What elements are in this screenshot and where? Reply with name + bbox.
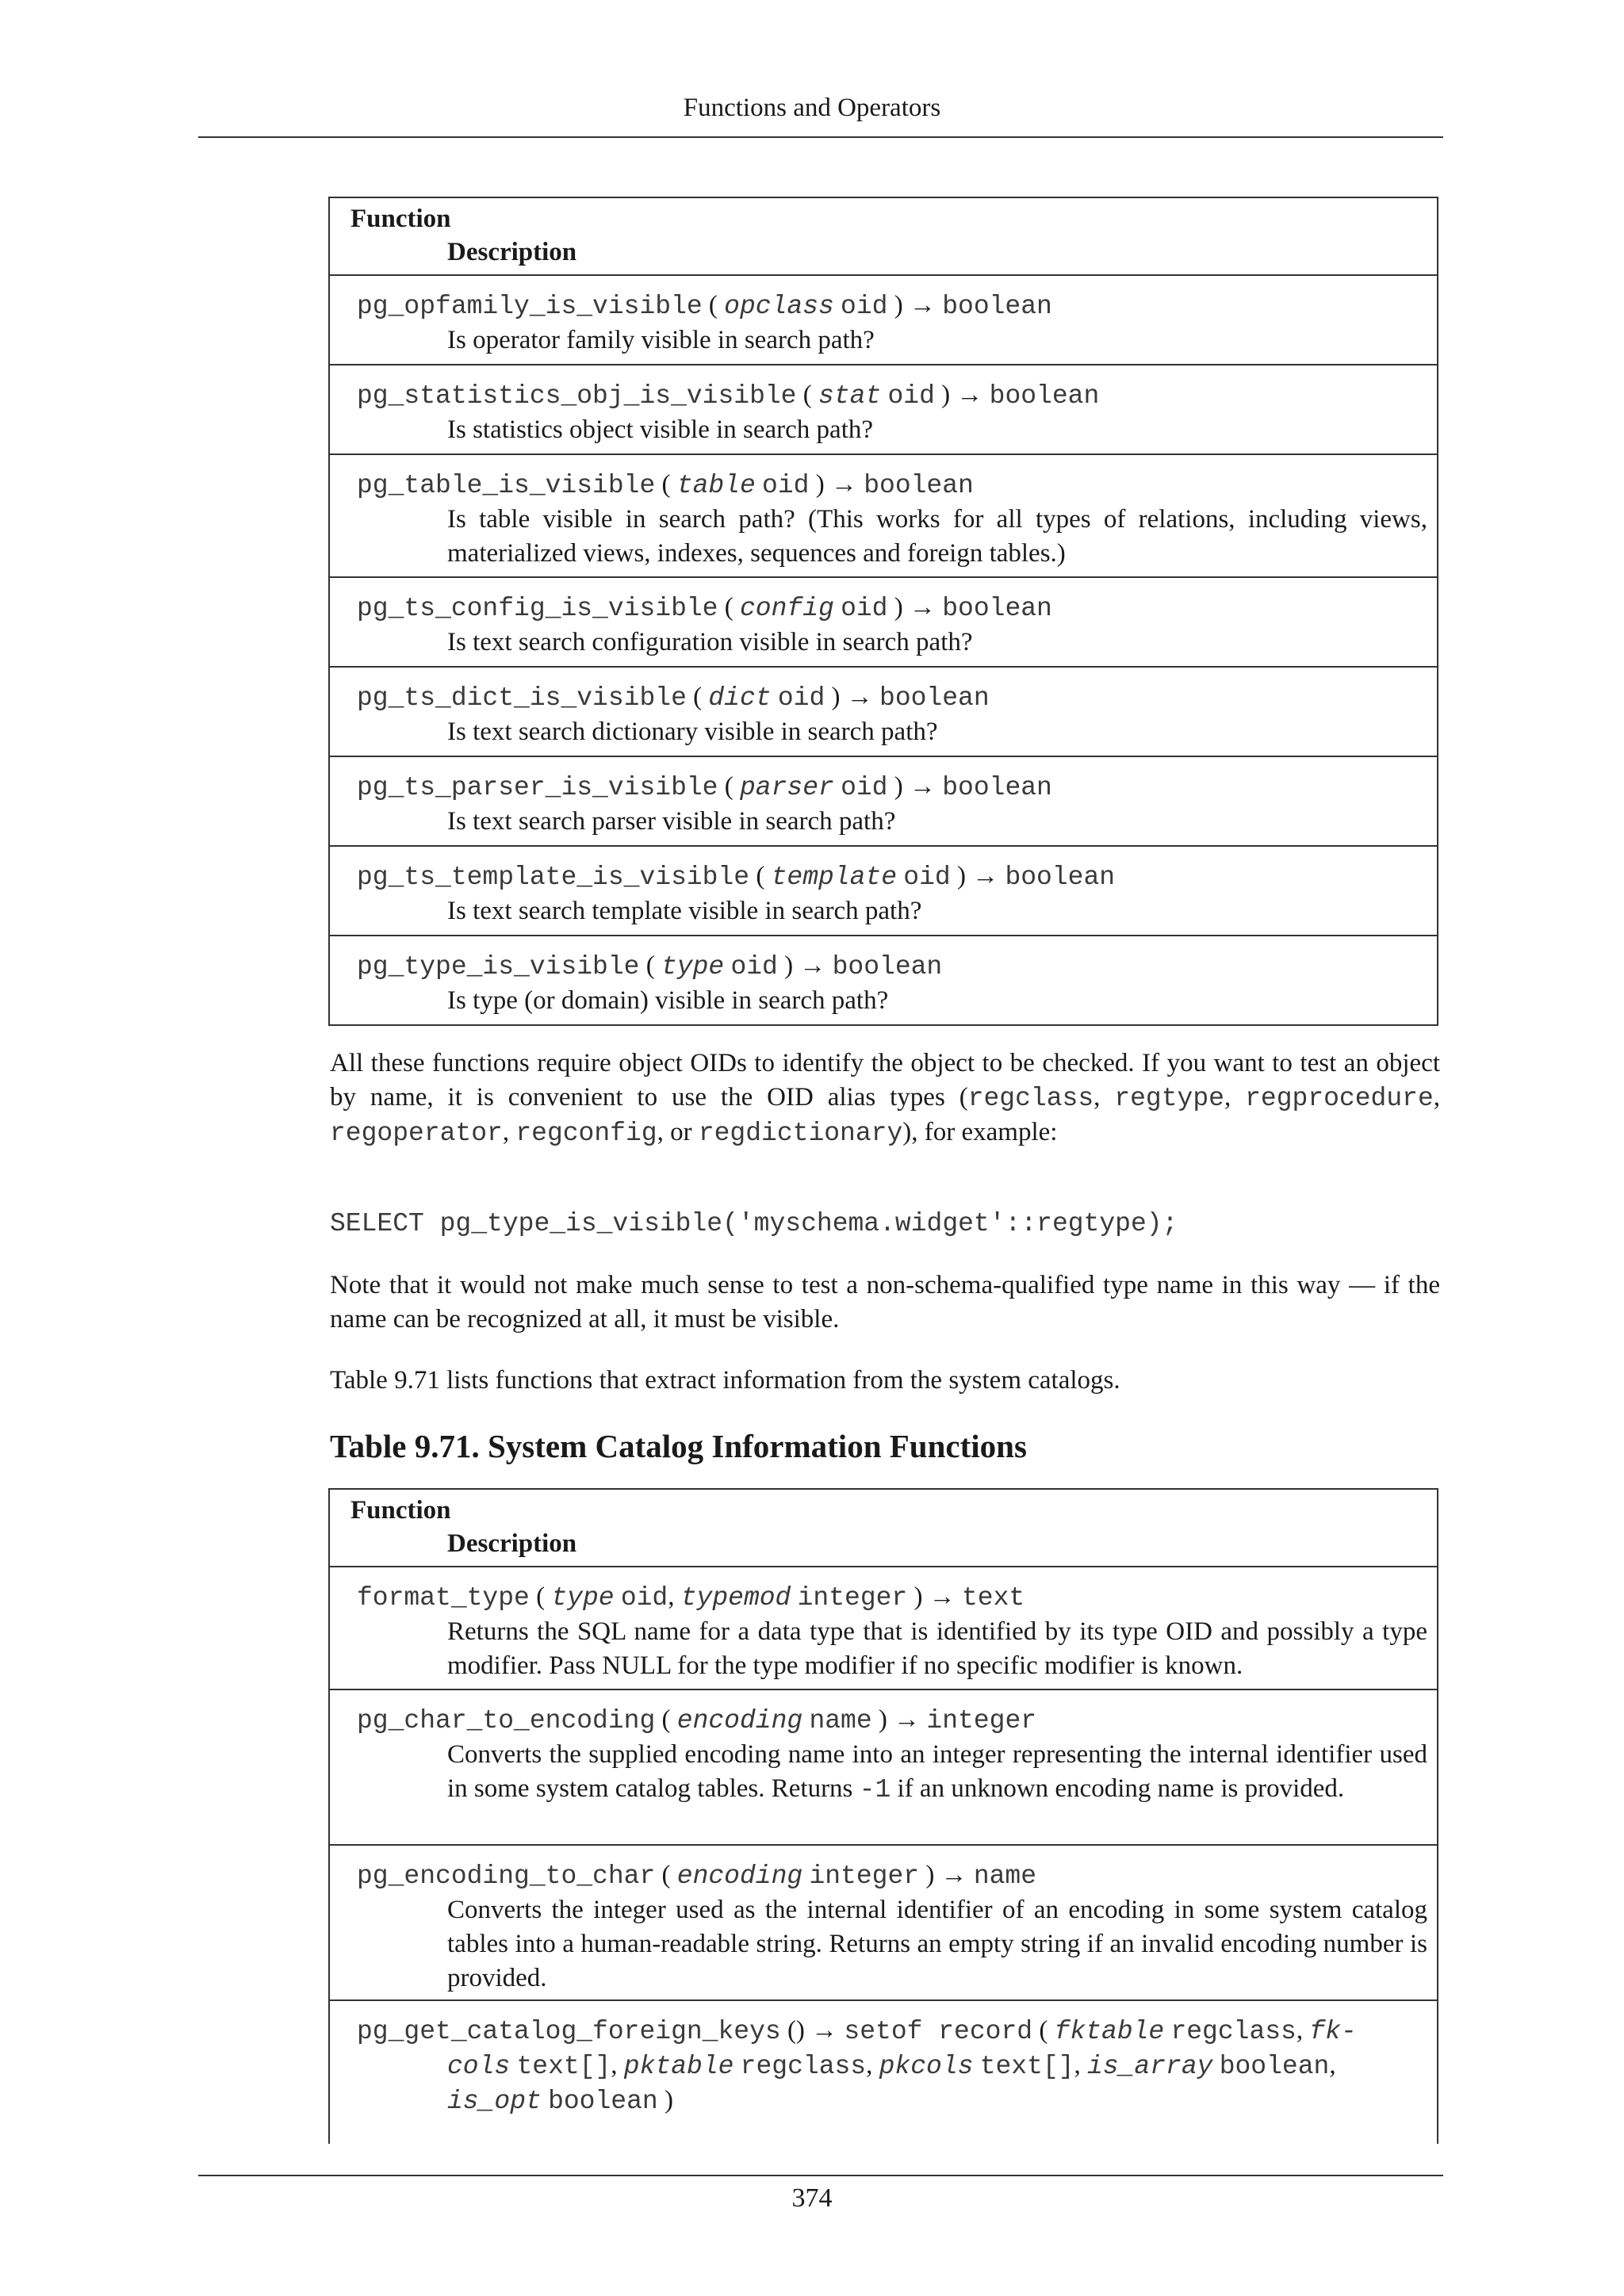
argument-name: dict [708, 683, 772, 713]
function-description: Is statistics object visible in search path? [447, 415, 874, 444]
table-row [330, 936, 1437, 1024]
argument-name: fktable [1054, 2017, 1165, 2046]
function-name: pg_ts_config_is_visible [357, 594, 718, 623]
note-paragraph: Note that it would not make much sense to test a non-schema-qualified type name in this way — if the name can be recognized at all, it must be visible. [330, 1271, 1440, 1334]
argument-type: text[] [516, 2052, 611, 2081]
header-description: Description [447, 1529, 577, 1558]
function-signature: pg_encoding_to_char ( encoding integer ) → name [357, 1861, 1037, 1891]
function-name: pg_table_is_visible [357, 471, 656, 500]
function-name: pg_char_to_encoding [357, 1706, 656, 1735]
return-type: boolean [942, 292, 1052, 321]
function-name: pg_ts_dict_is_visible [357, 683, 687, 713]
function-signature: pg_table_is_visible ( table oid ) → boolean [357, 470, 974, 500]
function-signature: pg_ts_parser_is_visible ( parser oid ) → boolean [357, 772, 1052, 802]
code-regclass: regclass [967, 1084, 1094, 1113]
table-row [330, 365, 1437, 455]
table-row [330, 1690, 1437, 1846]
function-description: Is operator family visible in search path? [447, 326, 875, 354]
function-description: Converts the integer used as the internal identifier of an encoding in some system catalog tables into a human-readable string. Returns an empty string if an invalid encoding number is provided. [447, 1896, 1427, 1992]
argument-name: typemod [680, 1583, 791, 1613]
code-example: SELECT pg_type_is_visible('myschema.widget'::regtype); [330, 1209, 1178, 1238]
function-name: pg_opfamily_is_visible [357, 292, 703, 321]
table-title: Table 9.71. System Catalog Information Functions [330, 1428, 1027, 1464]
return-type: boolean [864, 471, 974, 500]
function-name: pg_get_catalog_foreign_keys [357, 2017, 781, 2046]
return-type: boolean [1005, 863, 1116, 892]
argument-name: config [739, 594, 834, 623]
table-row [330, 455, 1437, 578]
argument-name: table [676, 471, 756, 500]
table-row [330, 668, 1437, 757]
function-signature: pg_ts_config_is_visible ( config oid ) → boolean [357, 593, 1052, 623]
argument-type: oid [762, 471, 810, 500]
return-type: setof record [844, 2017, 1033, 2046]
argument-name: is_array [1087, 2052, 1213, 2081]
function-name: pg_ts_template_is_visible [357, 863, 750, 892]
function-signature: pg_ts_template_is_visible ( template oid ) → boolean [357, 862, 1116, 892]
header-rule [198, 136, 1443, 138]
function-signature: pg_statistics_obj_is_visible ( stat oid ) → boolean [357, 381, 1100, 411]
table-reference-paragraph: Table 9.71 lists functions that extract information from the system catalogs. [330, 1366, 1120, 1395]
visibility-functions-table [328, 197, 1438, 1026]
argument-name: parser [739, 773, 834, 802]
table-row [330, 2001, 1437, 2144]
return-type: boolean [832, 952, 943, 982]
function-signature: pg_ts_dict_is_visible ( dict oid ) → boolean [357, 683, 990, 713]
function-description: Is text search configuration visible in search path? [447, 628, 973, 656]
argument-type: regclass [1170, 2017, 1297, 2046]
paragraph-text: , or [657, 1118, 699, 1146]
argument-name-part: fk- [1309, 2017, 1357, 2046]
table-row [330, 1567, 1437, 1690]
argument-type: oid [887, 381, 935, 411]
function-signature-continued: is_opt boolean ) [447, 2086, 673, 2116]
function-signature: format_type ( type oid, typemod integer ) → text [357, 1582, 1025, 1613]
argument-type: oid [841, 292, 888, 321]
argument-type: oid [841, 773, 888, 802]
function-signature: pg_get_catalog_foreign_keys () → setof record ( fktable regclass, fk- [357, 2016, 1357, 2046]
argument-type: oid [841, 594, 888, 623]
argument-name-part: cols [447, 2052, 511, 2081]
argument-type: integer [809, 1862, 920, 1891]
argument-type: integer [797, 1583, 908, 1613]
table-row [330, 847, 1437, 936]
table-row [330, 757, 1437, 847]
header-function: Function [350, 1496, 451, 1525]
table-header [330, 198, 1437, 276]
function-description: Is text search parser visible in search path? [447, 807, 896, 836]
argument-name: opclass [724, 292, 834, 321]
argument-type: oid [620, 1583, 668, 1613]
table-row [330, 276, 1437, 365]
argument-type: oid [903, 863, 951, 892]
argument-name: stat [818, 381, 882, 411]
table-header [330, 1490, 1437, 1567]
function-signature: pg_opfamily_is_visible ( opclass oid ) → boolean [357, 291, 1052, 321]
code-regconfig: regconfig [515, 1119, 657, 1148]
description-text: if an unknown encoding name is provided. [891, 1774, 1345, 1803]
oid-alias-paragraph: All these functions require object OIDs to identify the object to be checked. If you want to test an object by name, it is convenient to use the OID alias types (regclass, regtype, regprocedure, regoperator, regconfig, or regdictionary), for example: [330, 1049, 1440, 1148]
function-signature: pg_char_to_encoding ( encoding name ) → integer [357, 1705, 1037, 1735]
argument-name: pkcols [879, 2052, 974, 2081]
return-type: name [973, 1862, 1037, 1891]
code-regoperator: regoperator [330, 1119, 503, 1148]
argument-type: oid [730, 952, 778, 982]
function-description: Returns the SQL name for a data type that is identified by its type OID and possibly a type modifier. Pass NULL for the type modifier if no specific modifier is known. [447, 1617, 1427, 1680]
return-type: text [961, 1583, 1025, 1613]
footer-rule [198, 2175, 1443, 2176]
page-number: 374 [791, 2183, 833, 2213]
argument-type: boolean [548, 2087, 658, 2116]
function-signature: pg_type_is_visible ( type oid ) → boolean [357, 951, 943, 982]
argument-type: regclass [740, 2052, 867, 2081]
argument-type: text[] [979, 2052, 1074, 2081]
argument-name: type [551, 1583, 615, 1613]
function-description: Is text search template visible in search path? [447, 897, 922, 925]
catalog-info-functions-table [328, 1488, 1438, 2144]
function-description: Is table visible in search path? (This works for all types of relations, including views, materialized views, indexes, sequences and foreign tables.) [447, 505, 1427, 568]
function-description: Is text search dictionary visible in search path? [447, 718, 938, 746]
argument-name: pktable [623, 2052, 734, 2081]
header-description: Description [447, 238, 577, 266]
return-type: boolean [879, 683, 990, 713]
argument-name: is_opt [447, 2087, 542, 2116]
argument-type: name [809, 1706, 872, 1735]
argument-type: oid [777, 683, 825, 713]
paragraph-text: ), for example: [902, 1118, 1058, 1146]
description-text: Converts the supplied encoding name into an integer representing the internal identifier used in some system catalog tables. Returns [447, 1740, 1427, 1803]
running-header: Functions and Operators [683, 94, 941, 122]
function-signature-continued: cols text[], pktable regclass, pkcols text[], is_array boolean, [447, 2051, 1336, 2081]
table-row [330, 578, 1437, 668]
code-regtype: regtype [1114, 1084, 1224, 1113]
return-type: boolean [942, 594, 1052, 623]
function-name: pg_ts_parser_is_visible [357, 773, 718, 802]
argument-name: encoding [676, 1706, 803, 1735]
argument-type: boolean [1219, 2052, 1330, 2081]
paragraph-text: All these functions require object OIDs to identify the object to be checked. If you want to test an object by name, it is convenient to use the OID alias types ( [330, 1049, 1440, 1112]
code-minus-one: -1 [859, 1775, 891, 1804]
function-name: pg_statistics_obj_is_visible [357, 381, 797, 411]
return-type: boolean [942, 773, 1052, 802]
empty-parens: () [787, 2016, 805, 2045]
code-regprocedure: regprocedure [1245, 1084, 1434, 1113]
argument-name: template [771, 863, 898, 892]
function-name: pg_encoding_to_char [357, 1862, 656, 1891]
function-name: format_type [357, 1583, 530, 1613]
argument-name: type [661, 952, 725, 982]
return-type: boolean [989, 381, 1100, 411]
return-type: integer [926, 1706, 1037, 1735]
function-description: Is type (or domain) visible in search path? [447, 986, 889, 1015]
argument-name: encoding [676, 1862, 803, 1891]
header-function: Function [350, 205, 451, 233]
function-name: pg_type_is_visible [357, 952, 640, 982]
table-row [330, 1846, 1437, 2001]
function-description [447, 1738, 1427, 1807]
code-regdictionary: regdictionary [698, 1119, 903, 1148]
